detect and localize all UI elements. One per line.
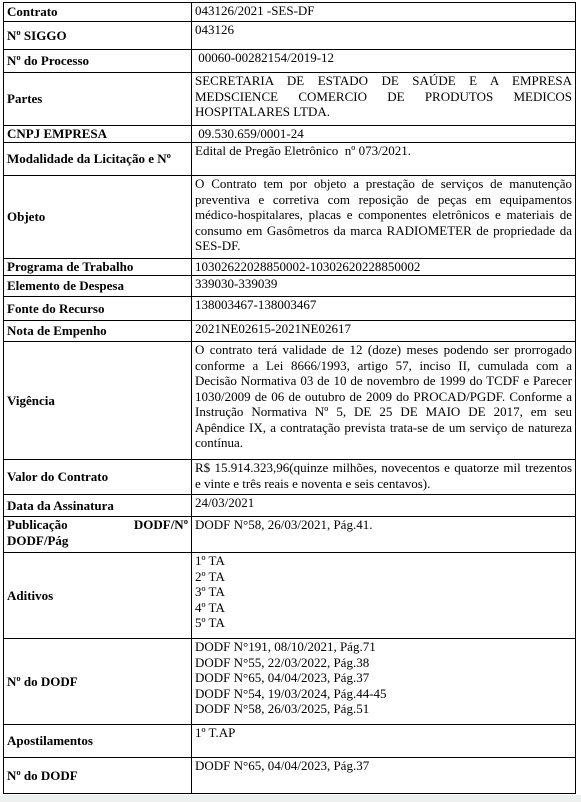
aditivo-item: 1º TA <box>195 553 225 568</box>
row-publicacao <box>4 517 576 553</box>
row-vigencia <box>4 342 576 460</box>
value-fonte: 138003467-138003467 <box>192 297 576 321</box>
dodf-item: DODF N°65, 04/04/2023, Pág.37 <box>195 670 370 685</box>
value-programa: 10302622028850002-10302620228850002 <box>192 259 576 276</box>
row-apostilamentos <box>4 725 576 758</box>
label-processo: Nº do Processo <box>4 50 192 73</box>
row-contrato <box>4 3 576 22</box>
row-elemento <box>4 276 576 297</box>
value-dodf-aditivos <box>192 639 576 725</box>
label-programa: Programa de Trabalho <box>4 259 192 276</box>
label-aditivos: Aditivos <box>4 553 192 639</box>
value-empenho: 2021NE02615-2021NE02617 <box>192 321 576 342</box>
row-fonte <box>4 297 576 321</box>
value-siggo: 043126 <box>192 22 576 50</box>
row-processo <box>4 50 576 73</box>
value-vigencia: O contrato terá validade de 12 (doze) meses podendo ser prorrogado conforme a Lei 8666/1993, artigo 57, inciso II, cumulada com a Decisão Normativa 03 de 10 de novembro de 1999 do TCDF e Parecer 1030/2009 de 06 de outubro de 2009 do PROCAD/PGDF. Conforme a Instrução Normativa Nº 5, DE 25 DE MAIO DE 2017, em seu Apêndice IX, a contratação prevista trata-se de um serviço de natureza contínua. <box>192 342 576 460</box>
row-dodf-apost <box>4 758 576 794</box>
label-publicacao: Publicação DODF/Nº DODF/Pág <box>4 517 192 553</box>
label-assinatura: Data da Assinatura <box>4 495 192 517</box>
value-apostilamentos: 1º T.AP <box>192 725 576 758</box>
dodf-item: DODF N°58, 26/03/2025, Pág.51 <box>195 701 370 716</box>
value-valor: R$ 15.914.323,96(quinze milhões, novecentos e quatorze mil trezentos e vinte e três reais e noventa e seis centavos). <box>192 460 576 495</box>
value-modalidade: Edital de Pregão Eletrônico nº 073/2021. <box>192 143 576 176</box>
page-bottom-edge <box>0 795 581 802</box>
row-siggo <box>4 22 576 50</box>
row-partes <box>4 73 576 126</box>
value-objeto: O Contrato tem por objeto a prestação de serviços de manutenção preventiva e corretiva com reposição de peças em equipamentos médico-hospitalares, placas e componentes eletrônicos e materiais de consumo em Gasômetros da marca RADIOMETER de propriedade da SES-DF. <box>192 176 576 259</box>
row-cnpj <box>4 126 576 143</box>
label-modalidade: Modalidade da Licitação e Nº <box>4 143 192 176</box>
label-fonte: Fonte do Recurso <box>4 297 192 321</box>
row-aditivos <box>4 553 576 639</box>
label-elemento: Elemento de Despesa <box>4 276 192 297</box>
row-programa <box>4 259 576 276</box>
row-objeto <box>4 176 576 259</box>
dodf-item: DODF N°55, 22/03/2022, Pág.38 <box>195 654 370 670</box>
value-aditivos <box>192 553 576 639</box>
label-dodf-aditivos: Nº do DODF <box>4 639 192 725</box>
contract-table <box>3 2 576 794</box>
row-dodf-aditivos <box>4 639 576 725</box>
value-elemento: 339030-339039 <box>192 276 576 297</box>
label-vigencia: Vigência <box>4 342 192 460</box>
aditivo-item: 4º TA <box>195 599 225 615</box>
row-valor <box>4 460 576 495</box>
aditivo-item: 3º TA <box>195 584 225 599</box>
aditivo-item: 2º TA <box>195 568 225 584</box>
contract-summary-sheet <box>3 2 576 794</box>
value-processo: 00060-00282154/2019-12 <box>192 50 576 73</box>
value-dodf-apost: DODF N°65, 04/04/2023, Pág.37 <box>192 758 576 794</box>
label-objeto: Objeto <box>4 176 192 259</box>
dodf-item: DODF N°191, 08/10/2021, Pág.71 <box>195 639 376 654</box>
label-valor: Valor do Contrato <box>4 460 192 495</box>
value-assinatura: 24/03/2021 <box>192 495 576 517</box>
row-modalidade <box>4 143 576 176</box>
label-partes: Partes <box>4 73 192 126</box>
value-cnpj: 09.530.659/0001-24 <box>192 126 576 143</box>
value-partes: SECRETARIA DE ESTADO DE SAÚDE E A EMPRESA MEDSCIENCE COMERCIO DE PRODUTOS MEDICOS HOSPITALARES LTDA. <box>192 73 576 126</box>
label-siggo: Nº SIGGO <box>4 22 192 50</box>
label-empenho: Nota de Empenho <box>4 321 192 342</box>
label-dodf-apost: Nº do DODF <box>4 758 192 794</box>
value-contrato: 043126/2021 -SES-DF <box>192 3 576 22</box>
value-publicacao: DODF N°58, 26/03/2021, Pág.41. <box>192 517 576 553</box>
label-contrato: Contrato <box>4 3 192 22</box>
label-cnpj: CNPJ EMPRESA <box>4 126 192 143</box>
dodf-item: DODF N°54, 19/03/2024, Pág.44-45 <box>195 685 387 701</box>
label-apostilamentos: Apostilamentos <box>4 725 192 758</box>
aditivo-item: 5º TA <box>195 615 225 630</box>
row-empenho <box>4 321 576 342</box>
row-assinatura <box>4 495 576 517</box>
